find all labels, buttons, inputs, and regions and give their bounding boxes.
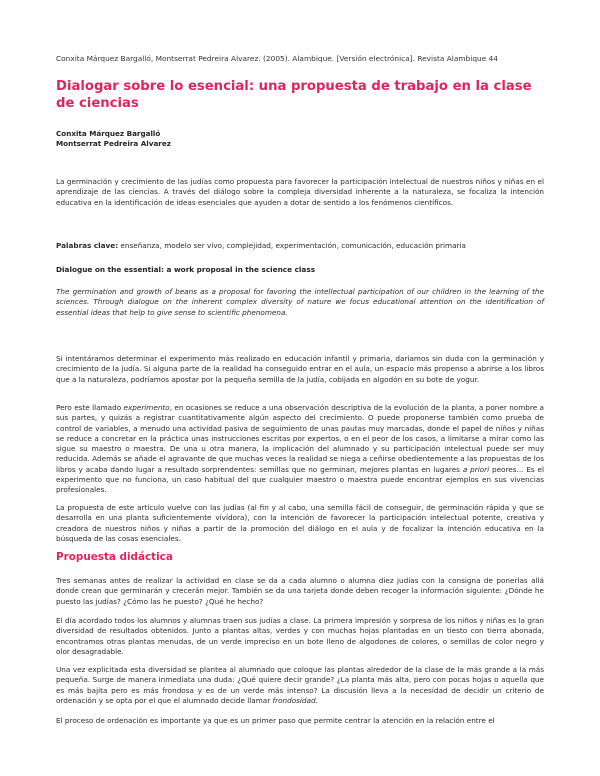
author-list: [56, 129, 171, 149]
paragraph: Pero este llamado experimento, en ocasiones se reduce a una observación descriptiva de la evolución de la planta, a poner nombre a sus partes, y quizás a registrar cuantitativamente algún aspecto del crecimiento. O puede proponerse también como prueba de control de variables, a menudo una actividad pasiva de seguimiento de unas pautas muy marcadas, donde el papel de niños y niñas se reduce a concretar en la práctica unas instrucciones escritas por expertos, o en el peor de los casos, a limitarse a mirar como las sigue su maestro o maestra. De una u otra manera, la implicación del alumnado y su participación intelectual puede ser muy reducida. Además se añade el agravante de que muchas veces la realidad se niega a ceñirse obedientemente a las propuestas de los libros y acaba dando lugar a resultado sorprendentes: semillas que no germinan, mejores plantas en lugares a priori peores... Es el experimento que no funciona, un caso habitual del que cualquier maestro o maestra puede encontrar ejemplos en sus vivencias profesionales.: [56, 403, 545, 495]
paragraph: La propuesta de este artículo vuelve con las judías (al fin y al cabo, una semilla fácil de conseguir, de germinación rápida y que se desarrolla en una planta suficientemente vivídora), con la intención de favorecer la participación intelectual potente, creativa y creadora de nuestros niños y niñas a partir de la promoción del diálogo en el aula y de focalizar la intención educativa en la búsqueda de las cosas esenciales.: [56, 503, 544, 543]
author-name: Conxita Márquez Bargalló: [56, 129, 161, 138]
paragraph: El proceso de ordenación es importante ya que es un primer paso que permite centrar la atención en la relación entre el: [56, 716, 495, 725]
section-heading: Propuesta didáctica: [56, 551, 173, 563]
citation: Conxita Márquez Bargalló, Montserrat Pedreira Alvarez. (2005). Alambique. [Versión electrónica]. Revista Alambique 44: [56, 54, 498, 63]
keywords-text: enseñanza, modelo ser vivo, complejidad, experimentación, comunicación, educación primaria: [118, 241, 466, 250]
paragraph: El día acordado todos los alumnos y alumnas traen sus judías a clase. La primera impresión y sorpresa de los niños y niñas es la gran diversidad de resultados obtenidos. Junto a plantas altas, verdes y con muchas hojas plantadas en un tiesto con tierra abonada, encontramos otras plantas menudas, de un verde impreciso en un bote lleno de algodones de colores, o semillas de color negro y olor desagradable.: [56, 616, 544, 656]
article-title: Dialogar sobre lo esencial: una propuesta de trabajo en la clase de ciencias: [56, 79, 532, 111]
author-name: Montserrat Pedreira Alvarez: [56, 139, 171, 148]
english-title: Dialogue on the essential: a work proposal in the science class: [56, 265, 316, 274]
keywords-label: Palabras clave:: [56, 241, 119, 250]
abstract-english: The germination and growth of beans as a proposal for favoring the intellectual participation of our children in the learning of the sciences. Through dialogue on the inherent complex diversity of nature we focus educational attention on the identification of essential ideas that help to give sense to scientific phenomena.: [56, 287, 544, 317]
paragraph: Una vez explicitada esta diversidad se plantea al alumnado que coloque las plantas alrededor de la clase de la más grande a la más pequeña. Surge de manera inmediata una duda: ¿Qué quiere decir grande? ¿La planta más alta, pero con pocas hojas o aquella que es más bajita pero es más frondosa y es de un verde más intenso? La discusión lleva a la necesidad de decidir un criterio de ordenación y se opta por el que el alumnado decide llamar frondosidad.: [56, 665, 544, 705]
keywords: [56, 241, 544, 251]
paragraph: Tres semanas antes de realizar la actividad en clase se da a cada alumno o alumna diez judías con la consigna de ponerlas allá donde crean que germinarán y crecerán mejor. También se da una tarjeta donde deben recoger la información siguiente: ¿Dónde he puesto las judías? ¿Cómo las he puesto? ¿Qué he hecho?: [56, 576, 544, 606]
paragraph: Si intentáramos determinar el experimento más realizado en educación infantil y primaria, daríamos sin duda con la germinación y crecimiento de la judía. Si alguna parte de la realidad ha conseguido entrar en el aula, un espacio más propenso a abrirse a los libros que a la naturaleza, podríamos apostar por la pequeña semilla de la judía, cobijada en algodón en su bote de yogur.: [56, 354, 544, 384]
abstract-spanish: La germinación y crecimiento de las judías como propuesta para favorecer la participación intelectual de nuestros niños y niñas en el aprendizaje de las ciencias. A través del diálogo sobre la compleja diversidad inherente a la naturaleza, se focaliza la intención educativa en la identificación de ideas esenciales que ayuden a dotar de sentido a los fenómenos científicos.: [56, 177, 544, 207]
